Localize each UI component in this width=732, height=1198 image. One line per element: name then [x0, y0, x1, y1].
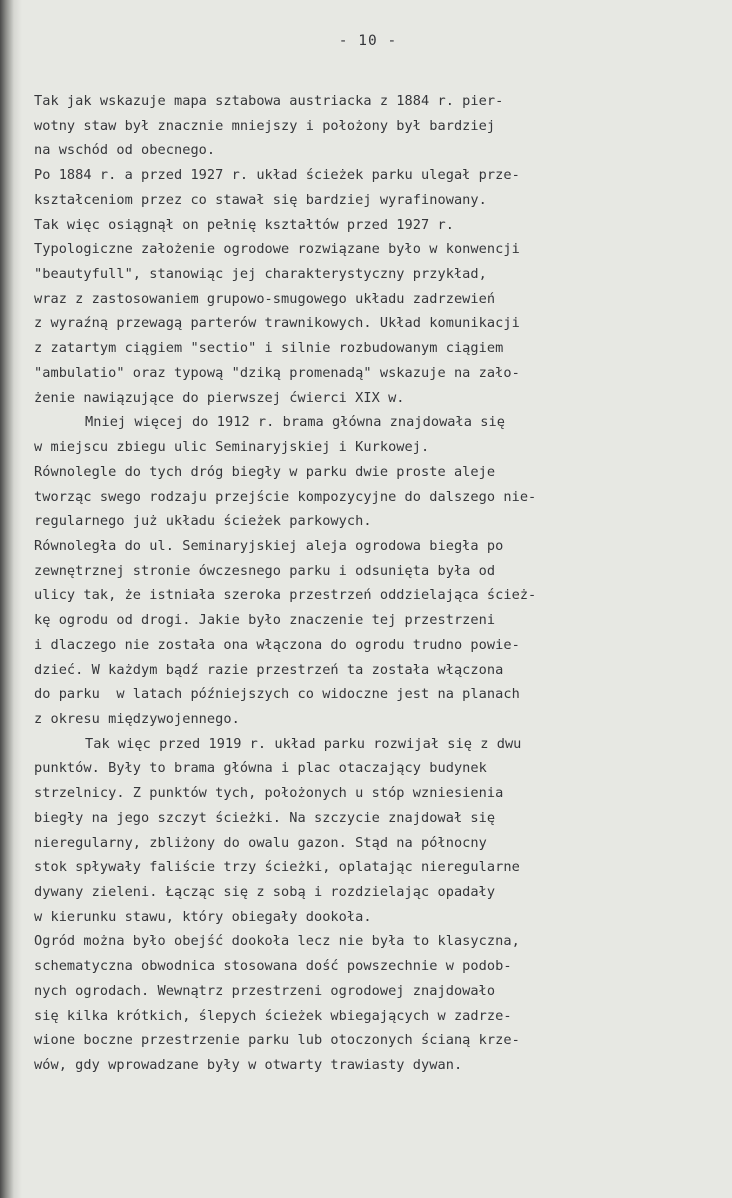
text-line: schematyczna obwodnica stosowana dość powszechnie w podob-: [34, 958, 512, 975]
text-line: na wschód od obecnego.: [34, 142, 216, 159]
page-number-text: - 10 -: [338, 33, 398, 49]
text-line: Równolegle do tych dróg biegły w parku dwie proste aleje: [34, 463, 496, 480]
text-line: się kilka krótkich, ślepych ścieżek wbiegających w zadrze-: [34, 1007, 512, 1024]
text-line: Tak więc osiągnął on pełnię kształtów przed 1927 r.: [34, 216, 454, 233]
text-line: wraz z zastosowaniem grupowo-smugowego układu zadrzewień: [34, 290, 496, 307]
text-line: wione boczne przestrzenie parku lub otoczonych ścianą krze-: [34, 1032, 520, 1049]
text-line: do parku w latach późniejszych co widoczne jest na planach: [34, 686, 520, 703]
text-line: i dlaczego nie została ona włączona do ogrodu trudno powie-: [34, 636, 520, 653]
text-line: regularnego już układu ścieżek parkowych.: [34, 513, 372, 530]
text-line: Mniej więcej do 1912 r. brama główna znajdowała się: [85, 414, 505, 431]
text-line: dywany zieleni. Łącząc się z sobą i rozdzielając opadały: [34, 884, 496, 900]
text-line: wów, gdy wprowadzane były w otwarty trawiasty dywan.: [34, 1057, 463, 1074]
text-line: kę ogrodu od drogi. Jakie było znaczenie tej przestrzeni: [34, 612, 496, 629]
text-line: Tak więc przed 1919 r. układ parku rozwijał się z dwu: [85, 735, 522, 752]
text-line: dzieć. W każdym bądź razie przestrzeń ta została włączona: [34, 661, 504, 678]
page-number: [0, 33, 732, 49]
text-line: kształceniom przez co stawał się bardziej wyrafinowany.: [34, 191, 487, 208]
text-line: Równoległa do ul. Seminaryjskiej aleja ogrodowa biegła po: [34, 537, 504, 554]
body-text: [34, 89, 724, 1078]
text-line: Typologiczne założenie ogrodowe rozwiązane było w konwencji: [34, 241, 520, 258]
text-line: zewnętrznej stronie ówczesnego parku i odsunięta była od: [34, 562, 496, 579]
text-line: z wyraźną przewagą parterów trawnikowych. Układ komunikacji: [34, 315, 520, 332]
text-line: z okresu międzywojennego.: [34, 710, 240, 727]
text-line: w miejscu zbiegu ulic Seminaryjskiej i Kurkowej.: [34, 439, 430, 456]
text-line: Po 1884 r. a przed 1927 r. układ ścieżek parku ulegał prze-: [34, 167, 520, 184]
text-line: nych ogrodach. Wewnątrz przestrzeni ogrodowej znajdowało: [34, 982, 496, 999]
text-line: strzelnicy. Z punktów tych, położonych u stóp wzniesienia: [34, 785, 504, 802]
text-line: z zatartym ciągiem "sectio" i silnie rozbudowanym ciągiem: [34, 340, 504, 357]
text-line: wotny staw był znacznie mniejszy i położony był bardziej: [34, 117, 496, 134]
text-line: "beautyfull", stanowiąc jej charakterystyczny przykład,: [34, 266, 487, 283]
text-line: Tak jak wskazuje mapa sztabowa austriacka z 1884 r. pier-: [34, 93, 504, 109]
text-line: nieregularny, zbliżony do owalu gazon. Stąd na północny: [34, 834, 487, 851]
text-line: biegły na jego szczyt ścieżki. Na szczycie znajdował się: [34, 809, 496, 826]
text-line: stok spływały faliście trzy ścieżki, oplatając nieregularne: [34, 859, 520, 876]
text-line: "ambulatio" oraz typową "dziką promenadą" wskazuje na zało-: [34, 364, 520, 381]
text-line: Ogród można było obejść dookoła lecz nie była to klasyczna,: [34, 933, 520, 950]
text-line: żenie nawiązujące do pierwszej ćwierci XIX w.: [34, 389, 405, 406]
text-line: punktów. Były to brama główna i plac otaczający budynek: [34, 760, 487, 777]
text-line: tworząc swego rodzaju przejście kompozycyjne do dalszego nie-: [34, 488, 537, 505]
text-line: w kierunku stawu, który obiegały dookoła.: [34, 908, 372, 925]
text-line: ulicy tak, że istniała szeroka przestrzeń oddzielająca ścież-: [34, 587, 537, 604]
